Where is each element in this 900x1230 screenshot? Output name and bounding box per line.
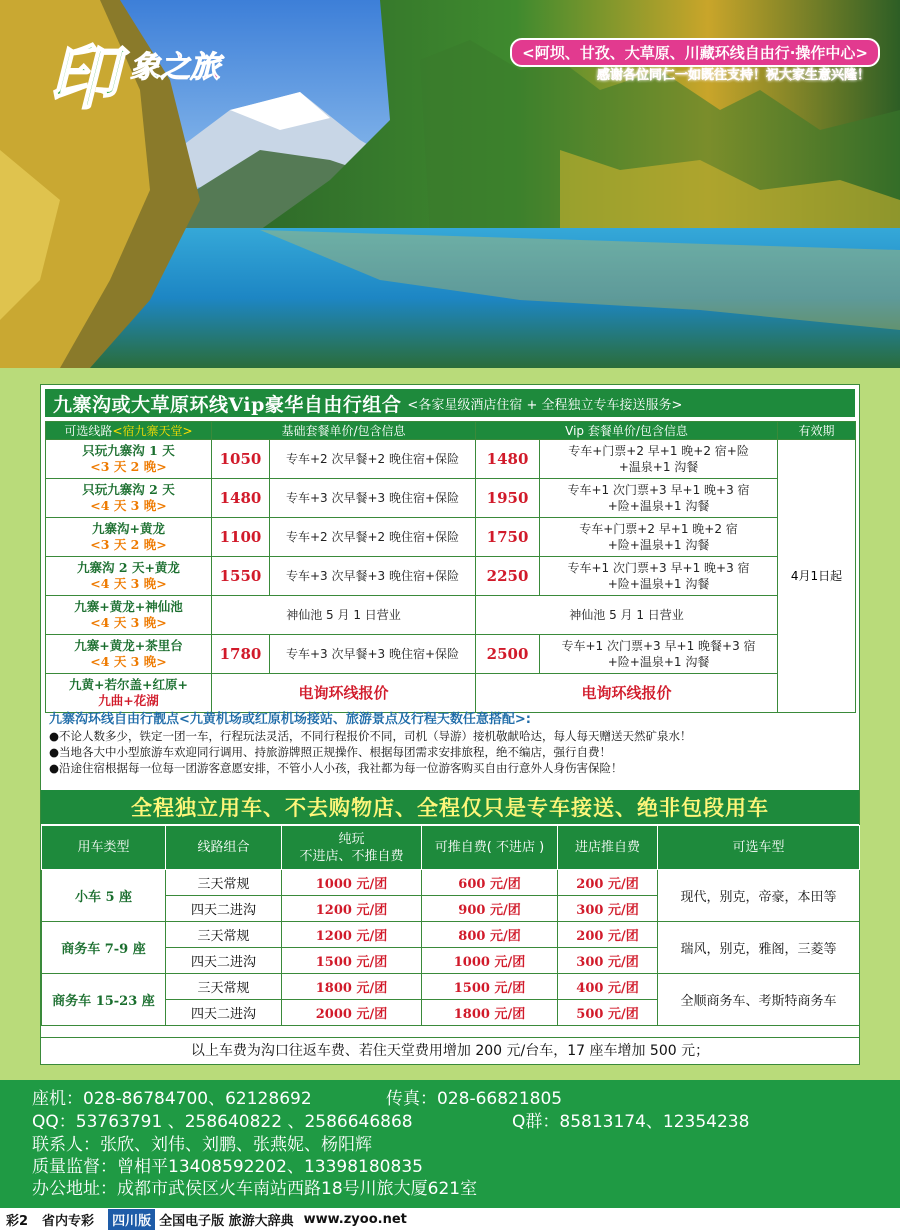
pure-price: 1200 元/团 — [282, 896, 422, 922]
header-valid: 有效期 — [778, 422, 856, 440]
combo: 三天常规 — [166, 870, 282, 896]
vip-info: 专车+1 次门票+3 早+1 晚+3 宿 +险+温泉+1 沟餐 — [540, 479, 778, 518]
section2-title: 全程独立用车、不去购物店、全程仅只是专车接送、绝非包段用车 — [131, 795, 769, 820]
contact-block — [0, 1080, 900, 1208]
table-row — [46, 557, 856, 596]
shop-price: 200 元/团 — [558, 922, 658, 948]
slogan-sub: 感谢各位同仁一如既往支持！祝大家生意兴隆！ — [596, 68, 870, 83]
main-frame — [0, 368, 900, 1080]
section1-title: 九寨沟或大草原环线Vip豪华自由行组合 — [53, 393, 402, 416]
shop-price: 300 元/团 — [558, 896, 658, 922]
vip-info: 专车+1 次门票+3 早+1 晚+3 宿 +险+温泉+1 沟餐 — [540, 557, 778, 596]
basic-price: 1100 — [212, 518, 270, 557]
basic-info: 专车+3 次早餐+3 晚住宿+保险 — [270, 635, 476, 674]
table-row — [46, 635, 856, 674]
route-name: 九寨+黄龙+神仙池 <4 天 3 晚> — [46, 596, 212, 635]
package-price-table — [45, 421, 856, 713]
contact-people: 联系人：张欣、刘伟、刘鹏、张燕妮、杨阳辉 — [32, 1135, 372, 1155]
table-header-row — [46, 422, 856, 440]
basic-price: 1550 — [212, 557, 270, 596]
logo — [48, 22, 238, 119]
basic-price: 1780 — [212, 635, 270, 674]
vip-price: 1480 — [476, 440, 540, 479]
note-item: ●当地各大中小型旅游车欢迎同行调用、持旅游牌照正规操作、根据每团需求安排旅程，绝不编店，强行自费！ — [49, 745, 612, 759]
vip-note: 电询环线报价 — [476, 674, 778, 713]
route-name: 九寨沟+黄龙 <3 天 2 晚> — [46, 518, 212, 557]
vip-price: 1950 — [476, 479, 540, 518]
table-row — [42, 870, 860, 896]
office-address: 办公地址：成都市武侯区火车南站西路18号川旅大厦621室 — [32, 1179, 478, 1199]
vip-price: 2250 — [476, 557, 540, 596]
optional-price: 1500 元/团 — [422, 974, 558, 1000]
table-row — [42, 922, 860, 948]
pure-price: 1000 元/团 — [282, 870, 422, 896]
logo-text: 象之旅 — [130, 50, 220, 85]
content-panel — [40, 384, 860, 1065]
basic-price: 1050 — [212, 440, 270, 479]
table-header-row — [42, 826, 860, 870]
page-number: 彩2 — [6, 1213, 29, 1229]
note-item: ●不论人数多少，铁定一团一车，行程玩法灵活，不同行程报价不同，司机（导游）接机敬献哈达，每人每天赠送天然矿泉水！ — [49, 729, 692, 743]
hero-image — [0, 0, 900, 368]
contact-qq-group: Q群：85813174、12354238 — [512, 1112, 750, 1132]
route-name: 九黄+若尔盖+红原+ 九曲+花湖 — [46, 674, 212, 713]
shop-price: 500 元/团 — [558, 1000, 658, 1026]
shop-price: 300 元/团 — [558, 948, 658, 974]
car-models: 全顺商务车、考斯特商务车 — [658, 974, 860, 1026]
optional-price: 800 元/团 — [422, 922, 558, 948]
pure-price: 1800 元/团 — [282, 974, 422, 1000]
table-row — [46, 596, 856, 635]
basic-info: 专车+3 次早餐+3 晚住宿+保险 — [270, 479, 476, 518]
section2-banner — [41, 790, 859, 824]
shop-price: 200 元/团 — [558, 870, 658, 896]
pure-price: 2000 元/团 — [282, 1000, 422, 1026]
vip-price: 2500 — [476, 635, 540, 674]
combo: 四天二进沟 — [166, 896, 282, 922]
table-row — [46, 674, 856, 713]
basic-info: 专车+2 次早餐+2 晚住宿+保险 — [270, 518, 476, 557]
contact-phone: 座机：028-86784700、62128692 — [32, 1089, 312, 1109]
combo: 三天常规 — [166, 922, 282, 948]
combo: 四天二进沟 — [166, 948, 282, 974]
optional-price: 1000 元/团 — [422, 948, 558, 974]
footer-category: 省内专彩 — [42, 1213, 95, 1229]
shop-price: 400 元/团 — [558, 974, 658, 1000]
route-name: 九寨+黄龙+茶里台 <4 天 3 晚> — [46, 635, 212, 674]
combo: 四天二进沟 — [166, 1000, 282, 1026]
header-vip: Vip 套餐单价/包含信息 — [476, 422, 778, 440]
vip-info: 专车+门票+2 早+1 晚+2 宿+险 +温泉+1 沟餐 — [540, 440, 778, 479]
section1-subtitle: <各家星级酒店住宿 + 全程独立专车接送服务> — [407, 397, 683, 413]
header-shop: 进店推自费 — [558, 826, 658, 870]
table-row — [46, 518, 856, 557]
slogan-main: <阿坝、甘孜、大草原、川藏环线自由行·操作中心> — [510, 38, 880, 67]
logo-mark: 印 — [48, 36, 114, 119]
footer-strip — [0, 1208, 900, 1230]
vip-note: 神仙池 5 月 1 日营业 — [476, 596, 778, 635]
basic-price: 1480 — [212, 479, 270, 518]
header-car-type: 用车类型 — [42, 826, 166, 870]
note-item: ●沿途住宿根据每一位每一团游客意愿安排，不管小人小孩，我社都为每一位游客购买自由行意外人身伤害保险！ — [49, 761, 623, 775]
basic-info: 专车+2 次早餐+2 晚住宿+保险 — [270, 440, 476, 479]
header-optional: 可推自费( 不进店 ) — [422, 826, 558, 870]
header-models: 可选车型 — [658, 826, 860, 870]
car-models: 瑞风，别克，雅阁，三菱等 — [658, 922, 860, 974]
contact-qq: QQ：53763791 、258640822 、2586646868 — [32, 1112, 413, 1132]
notes — [49, 712, 855, 776]
header-combo: 线路组合 — [166, 826, 282, 870]
optional-price: 600 元/团 — [422, 870, 558, 896]
basic-info: 专车+3 次早餐+3 晚住宿+保险 — [270, 557, 476, 596]
edition-badge: 四川版 — [108, 1209, 155, 1230]
optional-price: 1800 元/团 — [422, 1000, 558, 1026]
pure-price: 1200 元/团 — [282, 922, 422, 948]
notes-title: 九寨沟环线自由行靓点<九黄机场或红原机场接站、旅游景点及行程天数任意搭配>: — [49, 712, 531, 727]
car-type: 小车 5 座 — [42, 870, 166, 922]
car-type: 商务车 7-9 座 — [42, 922, 166, 974]
vip-info: 专车+门票+2 早+1 晚+2 宿 +险+温泉+1 沟餐 — [540, 518, 778, 557]
pure-price: 1500 元/团 — [282, 948, 422, 974]
car-price-footnote: 以上车费为沟口往返车费、若住天堂费用增加 200 元/台车，17 座车增加 500 元； — [41, 1037, 859, 1063]
table-row — [46, 440, 856, 479]
header-basic: 基础套餐单价/包含信息 — [212, 422, 476, 440]
route-name: 九寨沟 2 天+黄龙 <4 天 3 晚> — [46, 557, 212, 596]
vip-info: 专车+1 次门票+3 早+1 晚餐+3 宿 +险+温泉+1 沟餐 — [540, 635, 778, 674]
car-models: 现代，别克，帝豪，本田等 — [658, 870, 860, 922]
route-name: 只玩九寨沟 2 天 <4 天 3 晚> — [46, 479, 212, 518]
vip-price: 1750 — [476, 518, 540, 557]
footer-url[interactable]: www.zyoo.net — [303, 1211, 407, 1227]
car-type: 商务车 15-23 座 — [42, 974, 166, 1026]
section1-banner — [45, 389, 855, 417]
route-name: 只玩九寨沟 1 天 <3 天 2 晚> — [46, 440, 212, 479]
footer-publication: 全国电子版 旅游大辞典 — [159, 1213, 294, 1229]
optional-price: 900 元/团 — [422, 896, 558, 922]
basic-note: 电询环线报价 — [212, 674, 476, 713]
quality-supervision: 质量监督：曾相平13408592202、13398180835 — [32, 1157, 423, 1177]
table-row — [46, 479, 856, 518]
table-row — [42, 974, 860, 1000]
car-price-table — [41, 825, 860, 1026]
combo: 三天常规 — [166, 974, 282, 1000]
valid-date: 4月1日起 — [778, 440, 856, 713]
header-route: 可选线路<宿九寨天堂> — [46, 422, 212, 440]
contact-fax: 传真：028-66821805 — [386, 1089, 563, 1109]
header-pure: 纯玩 不进店、不推自费 — [282, 826, 422, 870]
basic-note: 神仙池 5 月 1 日营业 — [212, 596, 476, 635]
